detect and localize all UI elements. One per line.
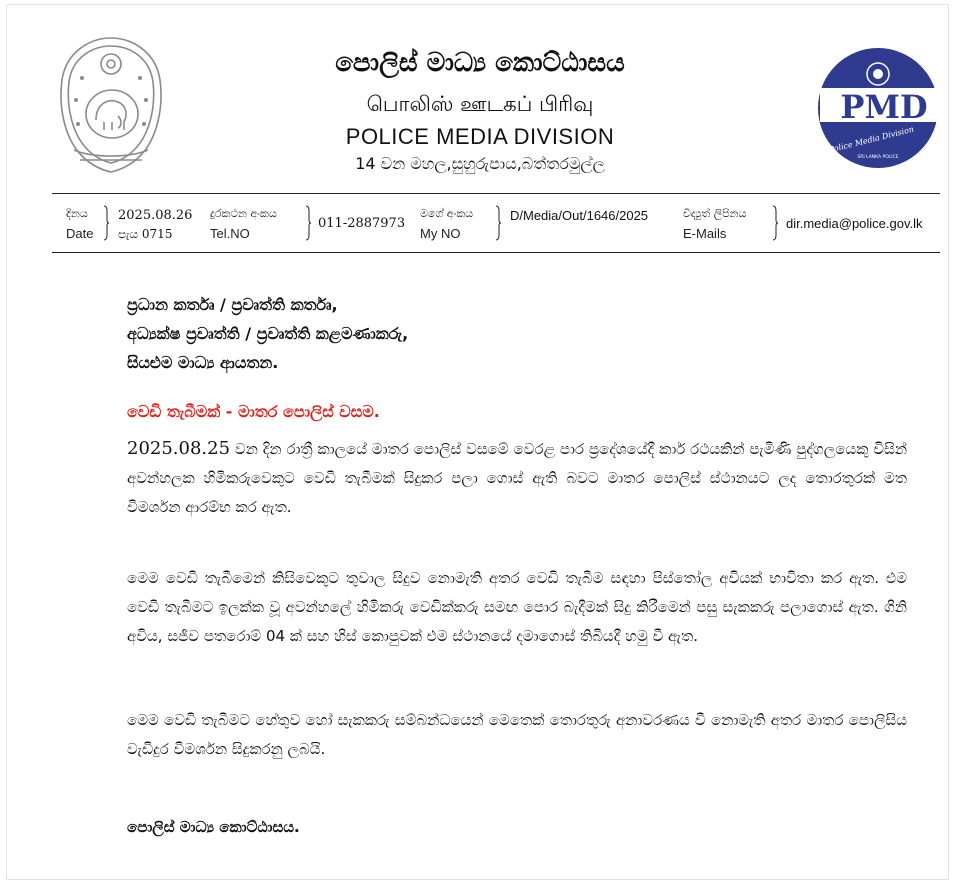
tel-value: 011-2887973 xyxy=(318,216,406,231)
pmd-logo-icon xyxy=(816,44,952,180)
email-link[interactable]: dir.media@police.gov.lk xyxy=(786,216,923,231)
my-no-value: D/Media/Out/1646/2025 xyxy=(510,208,649,223)
date-value: 2025.08.26 xyxy=(118,208,193,223)
paragraph-text: වන දින රාත්‍රී කාලයේ මාතර පොලිස් වසමේ වෙරළ පාර ප්‍රදේශයේදී කාර් රථයකින් පැමිණි පුද්ගලයෙකු විසින් අවන්හලක හිමිකරුවෙකුට වෙඩි තැබීමක් සිදුකර පලා ගොස් ඇති බවට මාතර පොලිස් ස්ථානයට ලද තොරතුරක් මත විමර්ශන ආරම්භ කර ඇත. xyxy=(127,440,907,516)
my-no-label-si: මගේ අංකය xyxy=(420,207,474,220)
email-label-si: විද්‍යුත් ලිපිනය xyxy=(683,207,747,220)
body-paragraph-1 xyxy=(127,434,907,522)
body-paragraph-2: මෙම වෙඩි තැබීමෙන් කිසිවෙකුට තුවාල සිදුව නොමැති අතර වෙඩි තැබීම සඳහා පිස්තෝල අවියක් භාවිතා කර ඇත. එම වෙඩි තැබීමට ඉලක්ක වූ අවන්හලේ හිමිකරු වෙඩික්කරු සමඟ පොර බැදීමක් සිදු කිරීමෙන් පසු සැකකරු පලාගොස් ඇත. ගිනි අවිය, සජීව පතරොම් 04 ක් සහ හිස් කොපුවක් එම ස්ථානයේ දමාගොස් තිබියදී හමු වී ඇත. xyxy=(127,569,907,645)
date-label-en: Date xyxy=(66,226,94,241)
tel-label-si: දුරකථන අංකය xyxy=(210,207,277,220)
pmd-logo-text: PMD xyxy=(840,88,928,126)
title-english: POLICE MEDIA DIVISION xyxy=(345,124,615,149)
body-paragraph-3: මෙම වෙඩි තැබීමට හේතුව හෝ සැකකරු සම්බන්ධයෙන් මෙතෙක් තොරතුරු අනාවරණය වී නොමැති අතර මාතර පොලිසිය වැඩිදුර විමර්ශන සිදුකරනු ලබයි. xyxy=(127,711,907,758)
header-rule-top xyxy=(52,193,940,194)
addressee-line: අධ්‍යක්ෂ ප්‍රවෘත්ති / ප්‍රවෘත්ති කළමණාකරු, xyxy=(127,324,409,343)
addressee-line: සියළුම මාධ්‍ය ආයතන. xyxy=(127,353,279,372)
email-label-en: E-Mails xyxy=(683,226,727,241)
addressee-line: ප්‍රධාන කර්තෘ / ප්‍රවෘත්ති කර්තෘ, xyxy=(127,295,338,314)
pmd-logo-tagline: Police Media Division xyxy=(827,124,915,155)
date-label-si: දිනය xyxy=(66,207,88,220)
title-tamil: பொலிஸ் ஊடகப் பிரிவு xyxy=(366,92,594,116)
my-no-label-en: My NO xyxy=(420,226,461,241)
title-sinhala: පොලිස් මාධ්‍ය කොට්ඨාසය xyxy=(335,48,625,78)
time-value: පැය 0715 xyxy=(118,227,173,241)
incident-date: 2025.08.25 xyxy=(127,438,231,459)
subject-heading: වෙඩි තැබීමක් - මාතර පොලිස් වසම. xyxy=(127,402,380,421)
police-crest-icon xyxy=(52,30,170,178)
tel-label-en: Tel.NO xyxy=(210,226,250,241)
pmd-logo-country: SRI LANKA POLICE xyxy=(857,155,899,160)
addressee-block xyxy=(127,290,408,377)
header-rule-bottom xyxy=(52,252,940,253)
address: 14 වන මහල,සුහුරුපාය,බත්තරමුල්ල xyxy=(355,154,605,173)
signature: පොලිස් මාධ්‍ය කොට්ඨාසය. xyxy=(127,818,300,836)
